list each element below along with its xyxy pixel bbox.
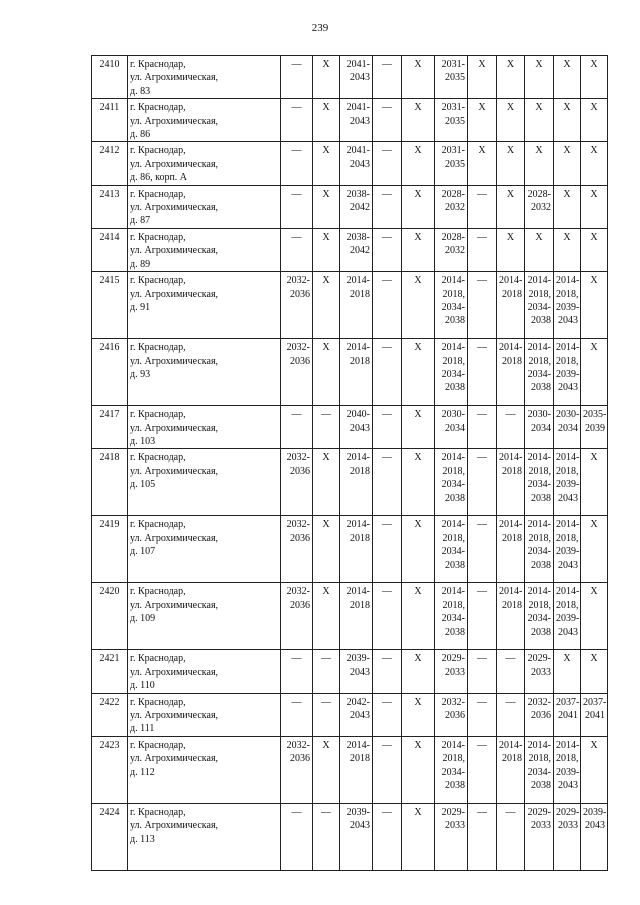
address-cell [128, 99, 281, 142]
row-number: 2410 [92, 56, 128, 99]
period-cell: — [468, 406, 497, 449]
period-cell: X [402, 583, 435, 650]
period-cell: X [554, 142, 581, 185]
address-line: д. 103 [130, 435, 156, 447]
table-row [92, 272, 608, 339]
period-cell: 2029- 2033 [554, 803, 581, 870]
table-row [92, 449, 608, 516]
address-line: г. Краснодар, [130, 806, 186, 818]
table-row [92, 56, 608, 99]
period-cell: X [402, 736, 435, 803]
period-cell: X [581, 583, 608, 650]
row-number: 2417 [92, 406, 128, 449]
period-cell: — [468, 650, 497, 693]
row-number: 2412 [92, 142, 128, 185]
period-cell: 2014- 2018, 2034- 2038 [525, 736, 554, 803]
period-cell: X [497, 142, 525, 185]
address-line: г. Краснодар, [130, 653, 186, 665]
address-cell [128, 736, 281, 803]
period-cell: 2014- 2018, 2034- 2038 [435, 736, 468, 803]
address-line: д. 111 [130, 723, 155, 735]
period-cell: — [313, 406, 340, 449]
address-line: ул. Агрохимическая, [130, 355, 219, 367]
period-cell: X [313, 99, 340, 142]
period-cell: — [281, 228, 313, 271]
period-cell: X [402, 693, 435, 736]
row-number: 2419 [92, 516, 128, 583]
period-cell: 2029- 2033 [435, 650, 468, 693]
period-cell: 2014- 2018, 2034- 2038 [435, 583, 468, 650]
address-line: ул. Агрохимическая, [130, 465, 219, 477]
period-cell: — [373, 99, 402, 142]
period-cell: — [281, 803, 313, 870]
period-cell: X [313, 56, 340, 99]
period-cell: — [281, 99, 313, 142]
address-line: ул. Агрохимическая, [130, 709, 219, 721]
address-cell [128, 516, 281, 583]
period-cell: X [581, 185, 608, 228]
period-cell: X [525, 99, 554, 142]
period-cell: X [402, 803, 435, 870]
address-line: д. 110 [130, 680, 155, 692]
address-cell [128, 56, 281, 99]
address-line: д. 91 [130, 301, 151, 313]
period-cell: 2014- 2018 [497, 583, 525, 650]
address-line: г. Краснодар, [130, 452, 186, 464]
period-cell: X [468, 99, 497, 142]
address-line: г. Краснодар, [130, 519, 186, 531]
period-cell: — [373, 736, 402, 803]
table-row [92, 583, 608, 650]
period-cell: — [373, 516, 402, 583]
period-cell: — [373, 339, 402, 406]
period-cell: 2014- 2018, 2034- 2038 [435, 449, 468, 516]
period-cell: X [525, 228, 554, 271]
period-cell: X [497, 56, 525, 99]
period-cell: 2014- 2018, 2034- 2038 [525, 583, 554, 650]
address-line: ул. Агрохимическая, [130, 288, 219, 300]
period-cell: 2014- 2018 [340, 449, 373, 516]
period-cell: 2032- 2036 [281, 272, 313, 339]
period-cell: 2014- 2018 [497, 339, 525, 406]
period-cell: X [402, 449, 435, 516]
address-line: д. 107 [130, 546, 156, 558]
address-line: г. Краснодар, [130, 275, 186, 287]
address-line: ул. Агрохимическая, [130, 115, 219, 127]
period-cell: 2032- 2036 [281, 516, 313, 583]
period-cell: X [402, 516, 435, 583]
period-cell: — [313, 650, 340, 693]
address-cell [128, 406, 281, 449]
period-cell: X [402, 142, 435, 185]
period-cell: X [554, 99, 581, 142]
address-line: г. Краснодар, [130, 342, 186, 354]
period-cell: 2014- 2018 [340, 339, 373, 406]
period-cell: 2014- 2018, 2039- 2043 [554, 516, 581, 583]
period-cell: X [581, 449, 608, 516]
period-cell: X [497, 99, 525, 142]
period-cell: 2014- 2018, 2034- 2038 [525, 449, 554, 516]
period-cell: 2029- 2033 [525, 650, 554, 693]
row-number: 2420 [92, 583, 128, 650]
address-cell [128, 142, 281, 185]
table-row [92, 736, 608, 803]
period-cell: — [468, 339, 497, 406]
period-cell: X [581, 142, 608, 185]
period-cell: 2030- 2034 [554, 406, 581, 449]
table-row [92, 516, 608, 583]
table-row [92, 650, 608, 693]
period-cell: X [313, 516, 340, 583]
address-line: д. 113 [130, 833, 155, 845]
table-row [92, 693, 608, 736]
register-table [91, 55, 608, 871]
period-cell: — [281, 185, 313, 228]
table-row [92, 185, 608, 228]
table-row [92, 803, 608, 870]
period-cell: X [554, 185, 581, 228]
period-cell: — [281, 56, 313, 99]
period-cell: X [313, 339, 340, 406]
period-cell: X [313, 449, 340, 516]
period-cell: 2014- 2018 [497, 516, 525, 583]
address-line: г. Краснодар, [130, 102, 186, 114]
address-line: г. Краснодар, [130, 188, 186, 200]
address-line: д. 109 [130, 613, 156, 625]
period-cell: — [468, 736, 497, 803]
address-line: ул. Агрохимическая, [130, 532, 219, 544]
period-cell: X [581, 272, 608, 339]
period-cell: — [373, 803, 402, 870]
period-cell: 2032- 2036 [281, 583, 313, 650]
period-cell: 2014- 2018, 2039- 2043 [554, 736, 581, 803]
period-cell: X [402, 56, 435, 99]
row-number: 2415 [92, 272, 128, 339]
period-cell: 2014- 2018, 2039- 2043 [554, 272, 581, 339]
address-line: ул. Агрохимическая, [130, 158, 219, 170]
address-line: д. 83 [130, 85, 151, 97]
period-cell: — [468, 803, 497, 870]
period-cell: 2032- 2036 [281, 736, 313, 803]
period-cell: X [554, 228, 581, 271]
table-row [92, 339, 608, 406]
period-cell: — [313, 693, 340, 736]
period-cell: 2029- 2033 [525, 803, 554, 870]
row-number: 2416 [92, 339, 128, 406]
row-number: 2423 [92, 736, 128, 803]
period-cell: 2014- 2018, 2034- 2038 [435, 516, 468, 583]
period-cell: X [402, 99, 435, 142]
period-cell: X [402, 339, 435, 406]
period-cell: 2039- 2043 [340, 803, 373, 870]
period-cell: — [468, 449, 497, 516]
period-cell: — [373, 272, 402, 339]
period-cell: X [402, 406, 435, 449]
period-cell: 2014- 2018 [340, 583, 373, 650]
period-cell: X [581, 736, 608, 803]
address-line: г. Краснодар, [130, 586, 186, 598]
period-cell: 2014- 2018 [497, 272, 525, 339]
period-cell: 2032- 2036 [435, 693, 468, 736]
address-line: ул. Агрохимическая, [130, 753, 219, 765]
row-number: 2413 [92, 185, 128, 228]
period-cell: 2037- 2041 [554, 693, 581, 736]
period-cell: — [373, 56, 402, 99]
row-number: 2421 [92, 650, 128, 693]
address-line: ул. Агрохимическая, [130, 820, 219, 832]
period-cell: — [468, 185, 497, 228]
period-cell: — [373, 228, 402, 271]
table-row [92, 142, 608, 185]
address-line: г. Краснодар, [130, 739, 186, 751]
period-cell: X [581, 56, 608, 99]
period-cell: X [581, 650, 608, 693]
period-cell: 2029- 2033 [435, 803, 468, 870]
period-cell: — [373, 142, 402, 185]
period-cell: 2014- 2018, 2034- 2038 [435, 339, 468, 406]
address-line: д. 86, корп. А [130, 172, 188, 184]
period-cell: 2014- 2018, 2034- 2038 [525, 516, 554, 583]
row-number: 2418 [92, 449, 128, 516]
address-line: д. 87 [130, 215, 151, 227]
address-line: ул. Агрохимическая, [130, 666, 219, 678]
address-line: ул. Агрохимическая, [130, 422, 219, 434]
period-cell: — [373, 693, 402, 736]
address-cell [128, 803, 281, 870]
period-cell: X [402, 185, 435, 228]
period-cell: 2014- 2018 [497, 736, 525, 803]
period-cell: 2014- 2018 [340, 736, 373, 803]
period-cell: 2014- 2018 [340, 272, 373, 339]
address-line: г. Краснодар, [130, 59, 186, 70]
period-cell: X [313, 736, 340, 803]
period-cell: X [313, 583, 340, 650]
period-cell: 2014- 2018, 2039- 2043 [554, 583, 581, 650]
period-cell: — [497, 406, 525, 449]
period-cell: 2032- 2036 [281, 449, 313, 516]
address-line: ул. Агрохимическая, [130, 72, 219, 84]
period-cell: — [373, 583, 402, 650]
period-cell: — [281, 142, 313, 185]
row-number: 2414 [92, 228, 128, 271]
period-cell: 2014- 2018, 2034- 2038 [525, 339, 554, 406]
row-number: 2411 [92, 99, 128, 142]
address-line: ул. Агрохимическая, [130, 202, 219, 214]
period-cell: 2014- 2018, 2034- 2038 [525, 272, 554, 339]
address-line: д. 112 [130, 766, 155, 778]
period-cell: — [373, 406, 402, 449]
period-cell: X [581, 339, 608, 406]
period-cell: 2035- 2039 [581, 406, 608, 449]
address-line: г. Краснодар, [130, 696, 186, 708]
period-cell: 2028- 2032 [435, 185, 468, 228]
period-cell: X [313, 185, 340, 228]
period-cell: X [402, 228, 435, 271]
address-cell [128, 228, 281, 271]
period-cell: X [581, 99, 608, 142]
period-cell: 2031- 2035 [435, 99, 468, 142]
period-cell: — [373, 650, 402, 693]
address-line: д. 89 [130, 258, 151, 270]
period-cell: — [373, 185, 402, 228]
period-cell: — [468, 693, 497, 736]
address-cell [128, 272, 281, 339]
period-cell: X [581, 228, 608, 271]
period-cell: — [497, 693, 525, 736]
period-cell: 2030- 2034 [435, 406, 468, 449]
period-cell: 2041- 2043 [340, 142, 373, 185]
period-cell: 2014- 2018 [497, 449, 525, 516]
period-cell: — [468, 583, 497, 650]
period-cell: X [313, 142, 340, 185]
address-line: д. 93 [130, 368, 151, 380]
period-cell: — [281, 406, 313, 449]
period-cell: — [497, 803, 525, 870]
period-cell: 2042- 2043 [340, 693, 373, 736]
address-cell [128, 650, 281, 693]
period-cell: 2037- 2041 [581, 693, 608, 736]
period-cell: X [581, 516, 608, 583]
period-cell: X [402, 272, 435, 339]
period-cell: X [525, 142, 554, 185]
period-cell: — [468, 272, 497, 339]
period-cell: 2014- 2018 [340, 516, 373, 583]
period-cell: X [313, 272, 340, 339]
period-cell: 2032- 2036 [525, 693, 554, 736]
period-cell: X [554, 56, 581, 99]
period-cell: 2038- 2042 [340, 185, 373, 228]
table-row [92, 99, 608, 142]
row-number: 2424 [92, 803, 128, 870]
period-cell: — [373, 449, 402, 516]
period-cell: 2040- 2043 [340, 406, 373, 449]
period-cell: 2014- 2018, 2034- 2038 [435, 272, 468, 339]
period-cell: — [313, 803, 340, 870]
period-cell: 2041- 2043 [340, 99, 373, 142]
address-cell [128, 339, 281, 406]
period-cell: 2039- 2043 [340, 650, 373, 693]
period-cell: 2038- 2042 [340, 228, 373, 271]
period-cell: 2039- 2043 [581, 803, 608, 870]
period-cell: 2028- 2032 [525, 185, 554, 228]
period-cell: 2014- 2018, 2039- 2043 [554, 339, 581, 406]
address-line: д. 105 [130, 479, 156, 491]
period-cell: 2030- 2034 [525, 406, 554, 449]
period-cell: X [525, 56, 554, 99]
address-line: ул. Агрохимическая, [130, 599, 219, 611]
period-cell: 2031- 2035 [435, 142, 468, 185]
period-cell: — [281, 650, 313, 693]
period-cell: — [497, 650, 525, 693]
period-cell: — [468, 228, 497, 271]
page-number: 239 [311, 22, 329, 34]
period-cell: X [497, 228, 525, 271]
period-cell: — [281, 693, 313, 736]
period-cell: 2028- 2032 [435, 228, 468, 271]
period-cell: X [468, 56, 497, 99]
address-line: г. Краснодар, [130, 231, 186, 243]
address-line: г. Краснодар, [130, 409, 186, 421]
period-cell: X [554, 650, 581, 693]
period-cell: 2031- 2035 [435, 56, 468, 99]
address-cell [128, 693, 281, 736]
period-cell: X [468, 142, 497, 185]
address-cell [128, 449, 281, 516]
address-line: д. 86 [130, 129, 151, 141]
period-cell: 2032- 2036 [281, 339, 313, 406]
address-line: г. Краснодар, [130, 145, 186, 157]
period-cell: 2041- 2043 [340, 56, 373, 99]
address-line: ул. Агрохимическая, [130, 245, 219, 257]
period-cell: — [468, 516, 497, 583]
period-cell: X [313, 228, 340, 271]
address-cell [128, 583, 281, 650]
period-cell: 2014- 2018, 2039- 2043 [554, 449, 581, 516]
period-cell: X [402, 650, 435, 693]
row-number: 2422 [92, 693, 128, 736]
table-body [92, 56, 608, 871]
table-row [92, 406, 608, 449]
address-cell [128, 185, 281, 228]
table-row [92, 228, 608, 271]
period-cell: X [497, 185, 525, 228]
